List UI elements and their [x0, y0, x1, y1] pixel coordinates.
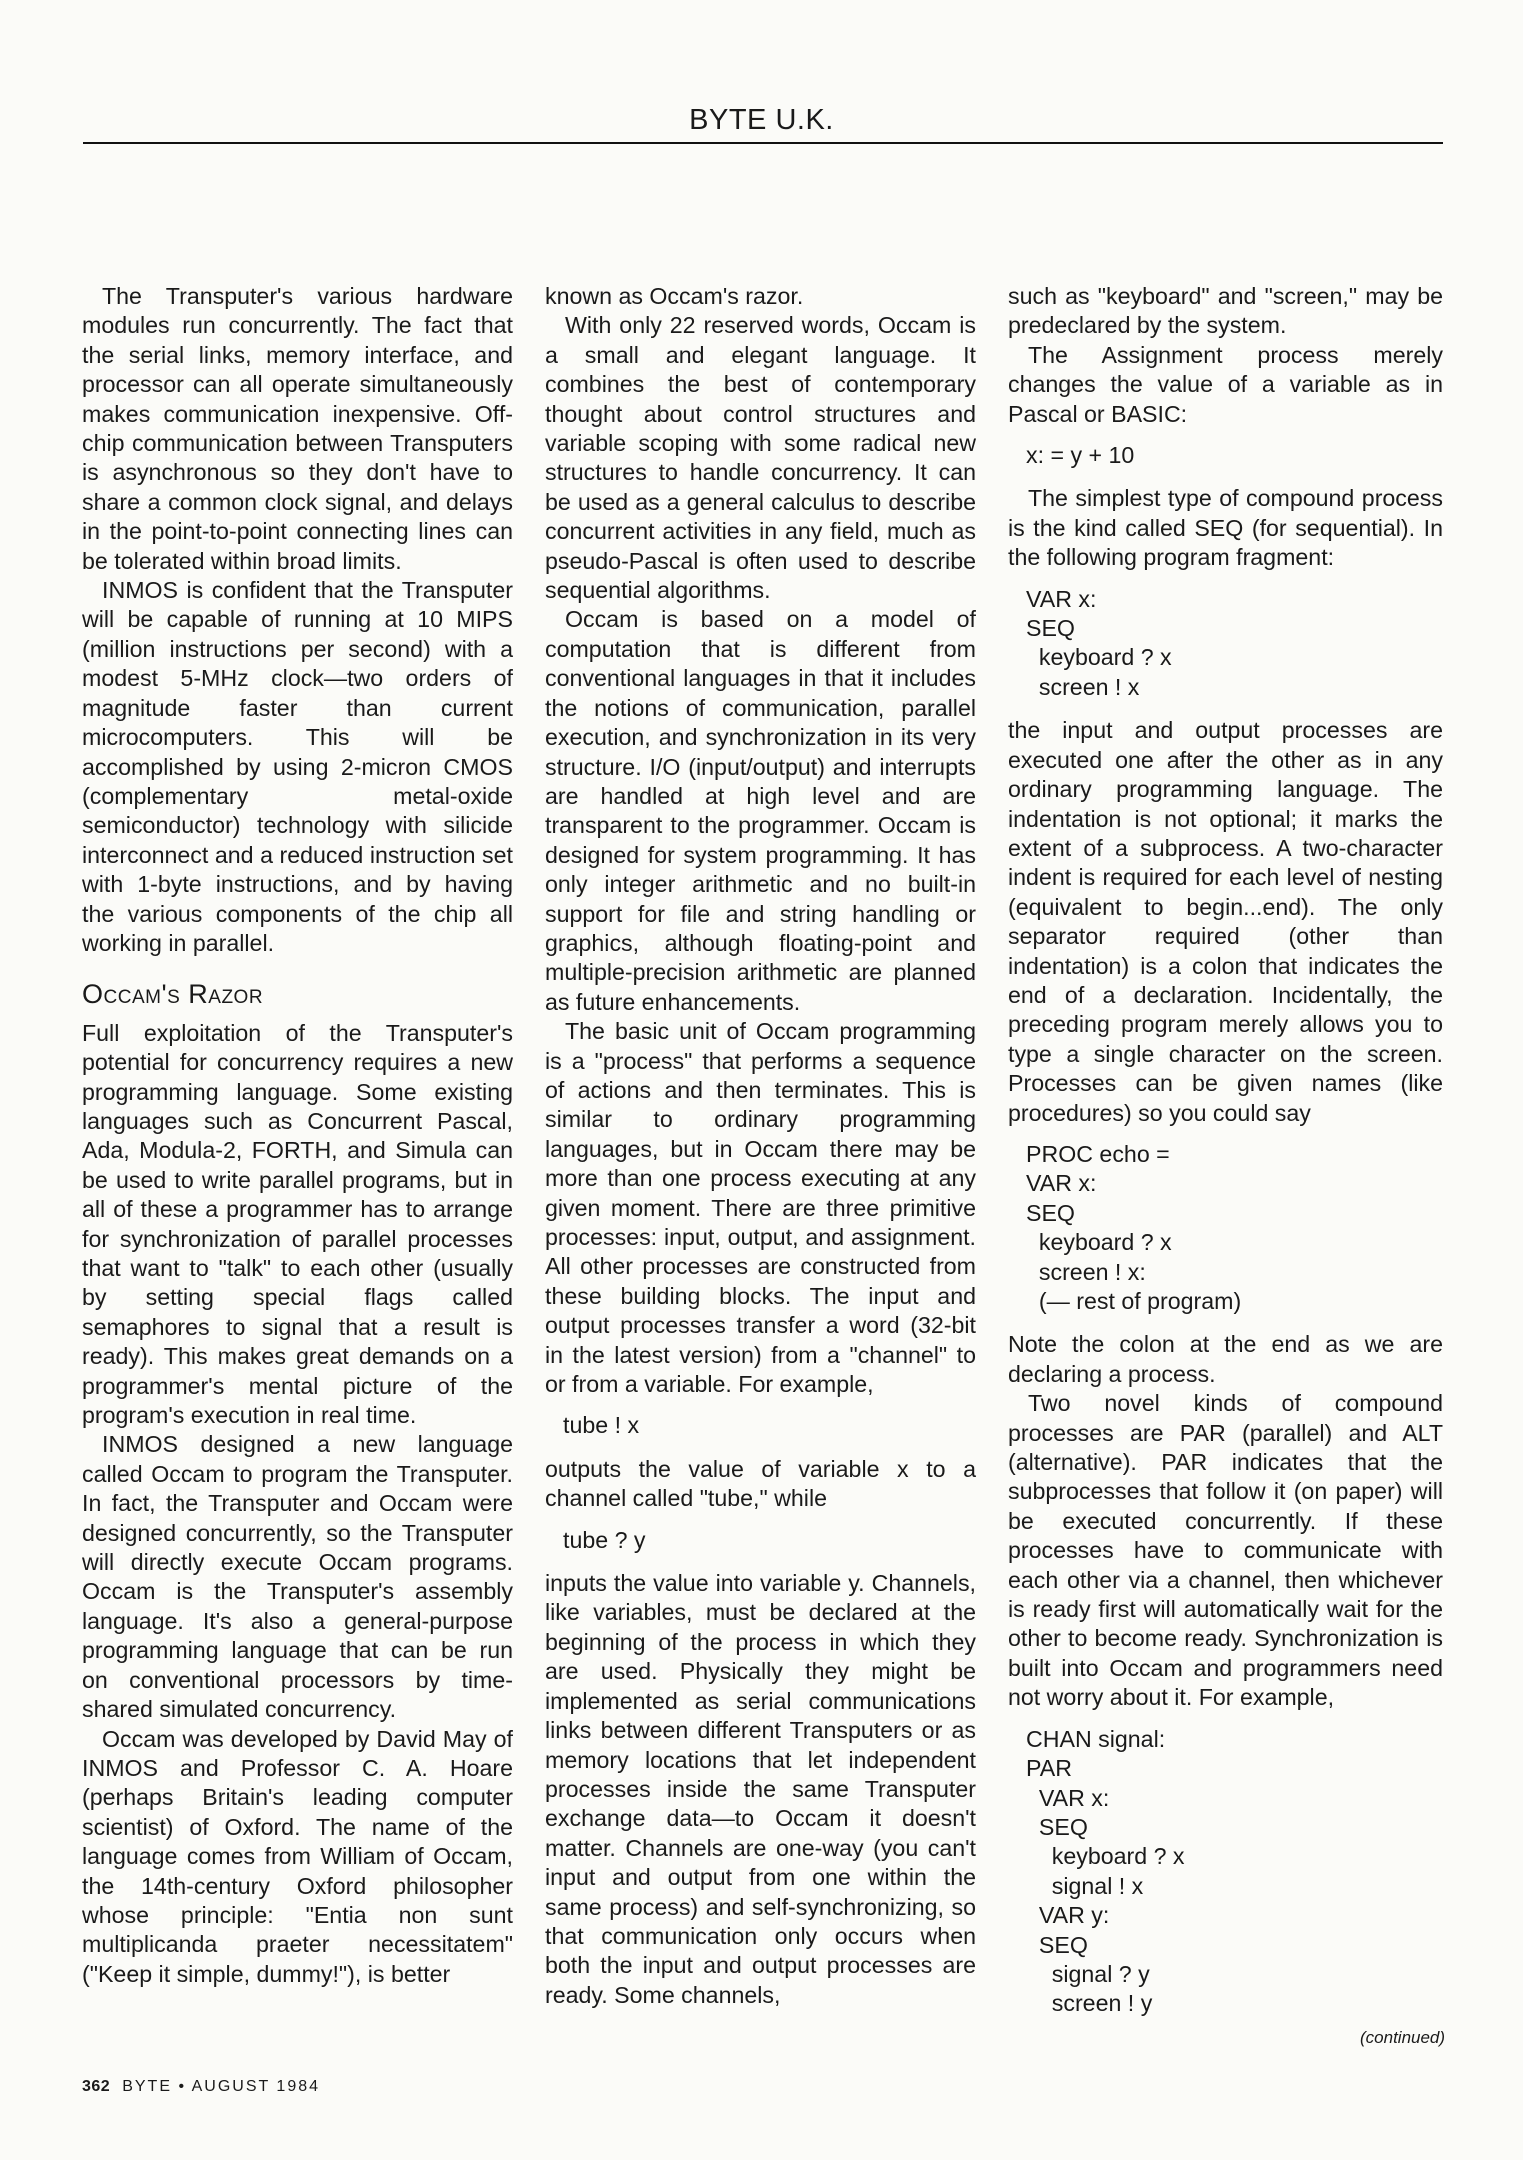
- paragraph: outputs the value of variable x to a channel called "tube," while: [545, 1455, 976, 1512]
- page-number: 362: [82, 2078, 111, 2095]
- paragraph: Occam was developed by David May of INMOS and Professor C. A. Hoare (perhaps Britain's leading computer scientist) of Oxford. The name of the language comes from William of Occam, the 14th-century Oxford philosopher whose principle: "Entia non sunt multiplicanda praeter necessitatem" ("Keep it simple, dummy!"), is better: [82, 1725, 513, 1987]
- paragraph: Two novel kinds of compound processes are PAR (parallel) and ALT (alternative). PAR indicates that the subprocesses that follow it (on paper) will be executed concurrently. If these processes have to communicate with each other via a channel, then whichever is ready first will automatically wait for the other to become ready. Synchronization is built into Occam and programmers need not worry about it. For example,: [1008, 1390, 1443, 1711]
- paragraph: Note the colon at the end as we are declaring a process.: [1008, 1331, 1443, 1387]
- paragraph: the input and output processes are executed one after the other as in any ordinary programming language. The indentation is not optional; it marks the extent of a subprocess. A two-character indent is required for each level of nesting (equivalent to begin...end). The only separator required (other than indentation) is a colon that indicates the end of a declaration. Incidentally, the preceding program merely allows you to type a single character on the screen. Processes can be given names (like procedures) so you could say: [1008, 717, 1443, 1126]
- code-sample: CHAN signal: PAR VAR x: SEQ keyboard ? x signal ! x VAR y: SEQ signal ? y screen ! y: [1026, 1725, 1185, 2017]
- code-sample: PROC echo = VAR x: SEQ keyboard ? x screen ! x: (— rest of program): [1026, 1140, 1242, 1314]
- paragraph: Occam is based on a model of computation that is different from conventional languages in that it includes the notions of communication, parallel execution, and synchronization in its very structure. I/O (input/output) and interrupts are handled at high level and are transparent to the programmer. Occam is designed for system programming. It has only integer arithmetic and no built-in support for file and string handling or graphics, although floating-point and multiple-precision arithmetic are planned as future enhancements.: [545, 606, 976, 1015]
- paragraph: INMOS designed a new language called Occam to program the Transputer. In fact, the Transputer and Occam were designed concurrently, so the Transputer will directly execute Occam programs. Occam is the Transputer's assembly language. It's also a general-purpose programming language that can be run on conventional processors by time-shared simulated concurrency.: [82, 1431, 513, 1723]
- paragraph: The Assignment process merely changes the value of a variable as in Pascal or BASIC:: [1008, 341, 1443, 427]
- section-heading: Occam's Razor: [82, 979, 264, 1010]
- header-rule: [83, 142, 1443, 144]
- code-sample: tube ? y: [563, 1526, 646, 1553]
- paragraph: inputs the value into variable y. Channels, like variables, must be declared at the beginning of the process in which they are used. Physically they might be implemented as serial communications links between different Transputers or as memory locations that let independent processes inside the same Transputer exchange data—to Occam it doesn't matter. Channels are one-way (you can't input and output from one within the same process) and self-synchronizing, so that communication only occurs when both the input and output processes are ready. Some channels,: [545, 1570, 976, 2008]
- paragraph: The Transputer's various hardware modules run concurrently. The fact that the serial links, memory interface, and processor can all operate simultaneously makes communication inexpensive. Off-chip communication between Transputers is asynchronous so they don't have to share a common clock signal, and delays in the point-to-point connecting lines can be tolerated within broad limits.: [82, 283, 513, 574]
- paragraph: such as "keyboard" and "screen," may be predeclared by the system.: [1008, 283, 1443, 339]
- page-header: [0, 0, 1523, 150]
- paragraph: INMOS is confident that the Transputer will be capable of running at 10 MIPS (million instructions per second) with a modest 5-MHz clock—two orders of magnitude faster than current microcomputers. This will be accomplished by using 2-micron CMOS (complementary metal-oxide semiconductor) technology with silicide interconnect and a reduced instruction set with 1-byte instructions, and by having the various components of the chip all working in parallel.: [82, 577, 513, 956]
- code-sample: VAR x: SEQ keyboard ? x screen ! x: [1026, 585, 1172, 700]
- paragraph: Full exploitation of the Transputer's potential for concurrency requires a new programming language. Some existing languages such as Concurrent Pascal, Ada, Modula-2, FORTH, and Simula can be used to write parallel programs, but in all of these a programmer has to arrange for synchronization of parallel processes that want to "talk" to each other (usually by setting special flags called semaphores to signal that a result is ready). This makes great demands on a programmer's mental picture of the program's execution in real time.: [82, 1019, 513, 1429]
- continued-note: (continued): [1360, 2028, 1446, 2047]
- code-sample: x: = y + 10: [1026, 442, 1135, 469]
- paragraph: The basic unit of Occam programming is a "process" that performs a sequence of actions and then terminates. This is similar to ordinary programming languages, but in Occam there may be more than one process executing at any given moment. There are three primitive processes: input, output, and assignment. All other processes are constructed from these building blocks. The input and output processes transfer a word (32-bit in the latest version) from a "channel" to or from a variable. For example,: [545, 1018, 976, 1398]
- footer-issue: BYTE • AUGUST 1984: [122, 2078, 321, 2095]
- paragraph: known as Occam's razor.: [545, 283, 804, 309]
- column-2: [545, 282, 976, 2042]
- page-footer: [82, 2078, 320, 2096]
- code-sample: tube ! x: [563, 1412, 640, 1439]
- column-3: [1008, 282, 1443, 2042]
- running-head: BYTE U.K.: [689, 104, 834, 136]
- paragraph: The simplest type of compound process is the kind called SEQ (for sequential). In the following program fragment:: [1008, 485, 1443, 571]
- column-1: [82, 282, 513, 2042]
- paragraph: With only 22 reserved words, Occam is a small and elegant language. It combines the best of contemporary thought about control structures and variable scoping with some radical new structures to handle concurrency. It can be used as a general calculus to describe concurrent activities in any field, much as pseudo-Pascal is often used to describe sequential algorithms.: [545, 312, 976, 604]
